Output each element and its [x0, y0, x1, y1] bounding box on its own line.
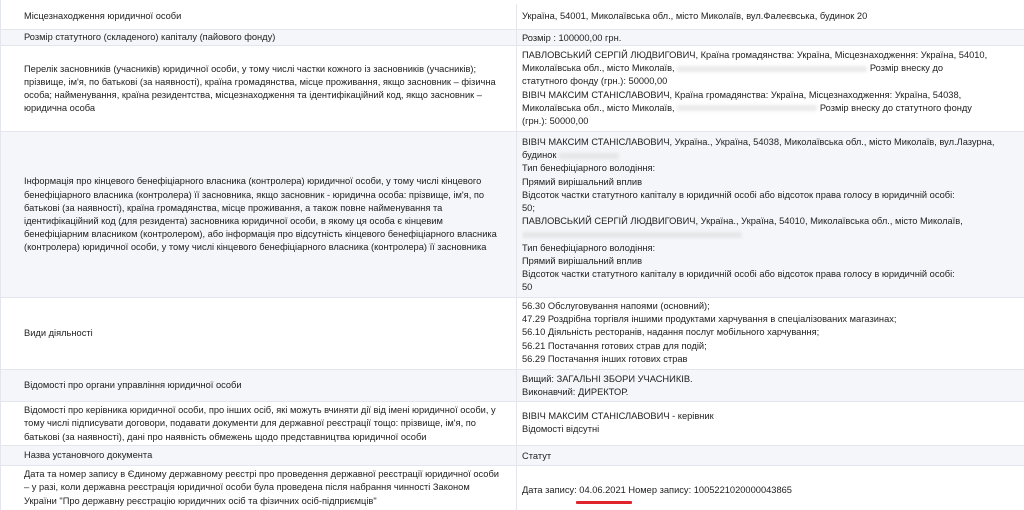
row-label: Розмір статутного (складеного) капіталу (пайового фонду): [24, 32, 276, 43]
column-divider: [516, 4, 517, 29]
column-divider: [516, 46, 517, 131]
row-value: 56.30 Обслуговування напоями (основний); 47.29 Роздрібна торгівля іншими продуктами харчування в спеціалізованих магазинах; 56.10 Діяльність ресторанів, надання послуг мобільного харчування; 56.21 Постачання готових страв для подій; 56.29 Постачання інших готових страв: [522, 301, 897, 364]
row-label: Види діяльності: [24, 328, 93, 339]
column-divider: [516, 298, 517, 369]
column-divider: [516, 30, 517, 45]
row-value: ПАВЛОВСЬКИЙ СЕРГІЙ ЛЮДВИГОВИЧ, Країна громадянства: Україна, Місцезнаходження: Україна, 54010, Миколаївська обл., місто Миколаїв, Розмір внеску до статутного фонду (грн.): 50000,00 ВІВІЧ МАКСИМ СТАНІСЛАВОВИЧ, Країна громадянства: Україна, Місцезнаходження: Україна, 54038, Миколаївська обл., місто Миколаїв, Розмір внеску до статутного фонду (грн.): 50000,00: [522, 50, 988, 127]
table-left-border: [0, 0, 1, 510]
table-row: [0, 402, 1024, 446]
table-row: [0, 30, 1024, 46]
row-label: Інформація про кінцевого бенефіціарного власника (контролера) юридичної особи, у тому числі кінцевого бенефіціарного власника (контролера) її засновника, якщо засновник - юридична особа: прізвище, ім'я, по батькові (за наявності), країна громадянства, місце проживання, а також повне найменування та ідентифікаційний код (для резидента) засновника юридичної особи, в якому ця особа є кінцевим бенефіціарним власником (контролером), або інформація про відсутність кінцевого бенефіціарного власника (контролера) юридичної особи, у тому числі кінцевого бенефіціарного власника (контролера) її засновника: [24, 176, 497, 253]
table-row: [0, 298, 1024, 370]
redacted-text: [559, 153, 619, 159]
row-value: Дата запису: 04.06.2021 Номер запису: 1005221020000043865: [522, 485, 792, 495]
column-divider: [516, 132, 517, 297]
redacted-text: [677, 66, 867, 72]
row-value: ВІВІЧ МАКСИМ СТАНІСЛАВОВИЧ, Україна., Україна, 54038, Миколаївська обл., місто Миколаїв, вул.Лазурна, будинок Тип бенефіціарного володіння: Прямий вирішальний вплив Відсоток частки статутного капіталу в юридичній особі або відсоток права голосу в юридичній особі: 50; ПАВЛОВСЬКИЙ СЕРГІЙ ЛЮДВИГОВИЧ, Україна., Україна, 54010, Миколаївська обл., місто Миколаїв, Тип бенефіціарного володіння: Прямий вирішальний вплив Відсоток частки статутного капіталу в юридичній особі або відсоток права голосу в юридичній особі: 50: [522, 137, 995, 293]
table-row: [0, 46, 1024, 132]
redacted-text: [677, 105, 817, 111]
red-underline-annotation: [576, 501, 632, 504]
row-value: Вищий: ЗАГАЛЬНІ ЗБОРИ УЧАСНИКІВ. Виконавчий: ДИРЕКТОР.: [522, 374, 693, 398]
table-row: [0, 446, 1024, 466]
column-divider: [516, 446, 517, 465]
row-value: Розмір : 100000,00 грн.: [522, 33, 622, 43]
column-divider: [516, 466, 517, 510]
row-label: Перелік засновників (учасників) юридичної особи, у тому числі частки кожного із засновників (учасників); прізвище, ім'я, по батькові (за наявності), країна громадянства, місце проживання, якщо засновник – фізична особа; найменування, країна резидентства, місцезнаходження та ідентифікаційний код, якщо засновник – юридична особа: [24, 63, 496, 114]
row-value: Статут: [522, 451, 552, 461]
redacted-text: [522, 232, 742, 238]
column-divider: [516, 370, 517, 401]
table-row: [0, 370, 1024, 402]
column-divider: [516, 402, 517, 445]
row-label: Відомості про керівника юридичної особи, про інших осіб, які можуть вчиняти дії від імені юридичної особи, у тому числі підписувати договори, подавати документи для державної реєстрації тощо: прізвище, ім'я, по батькові (за наявності), дані про наявність обмежень щодо представництва юридичної особи: [24, 405, 496, 442]
row-label: Місцезнаходження юридичної особи: [24, 11, 182, 22]
row-label: Назва установчого документа: [24, 450, 153, 461]
row-value: Україна, 54001, Миколаївська обл., місто Миколаїв, вул.Фалеєвська, будинок 20: [522, 11, 868, 21]
row-value: ВІВІЧ МАКСИМ СТАНІСЛАВОВИЧ - керівник Відомості відсутні: [522, 411, 714, 435]
row-label: Дата та номер запису в Єдиному державному реєстрі про проведення державної реєстрації юридичної особи – у разі, коли державна реєстрація юридичної особи була проведена після набрання чинності Законом України "Про державну реєстрацію юридичних осіб та фізичних осіб-підприємців": [24, 469, 499, 506]
table-row: [0, 4, 1024, 30]
table-row: [0, 466, 1024, 510]
row-label: Відомості про органи управління юридичної особи: [24, 380, 242, 391]
table-row: [0, 132, 1024, 298]
